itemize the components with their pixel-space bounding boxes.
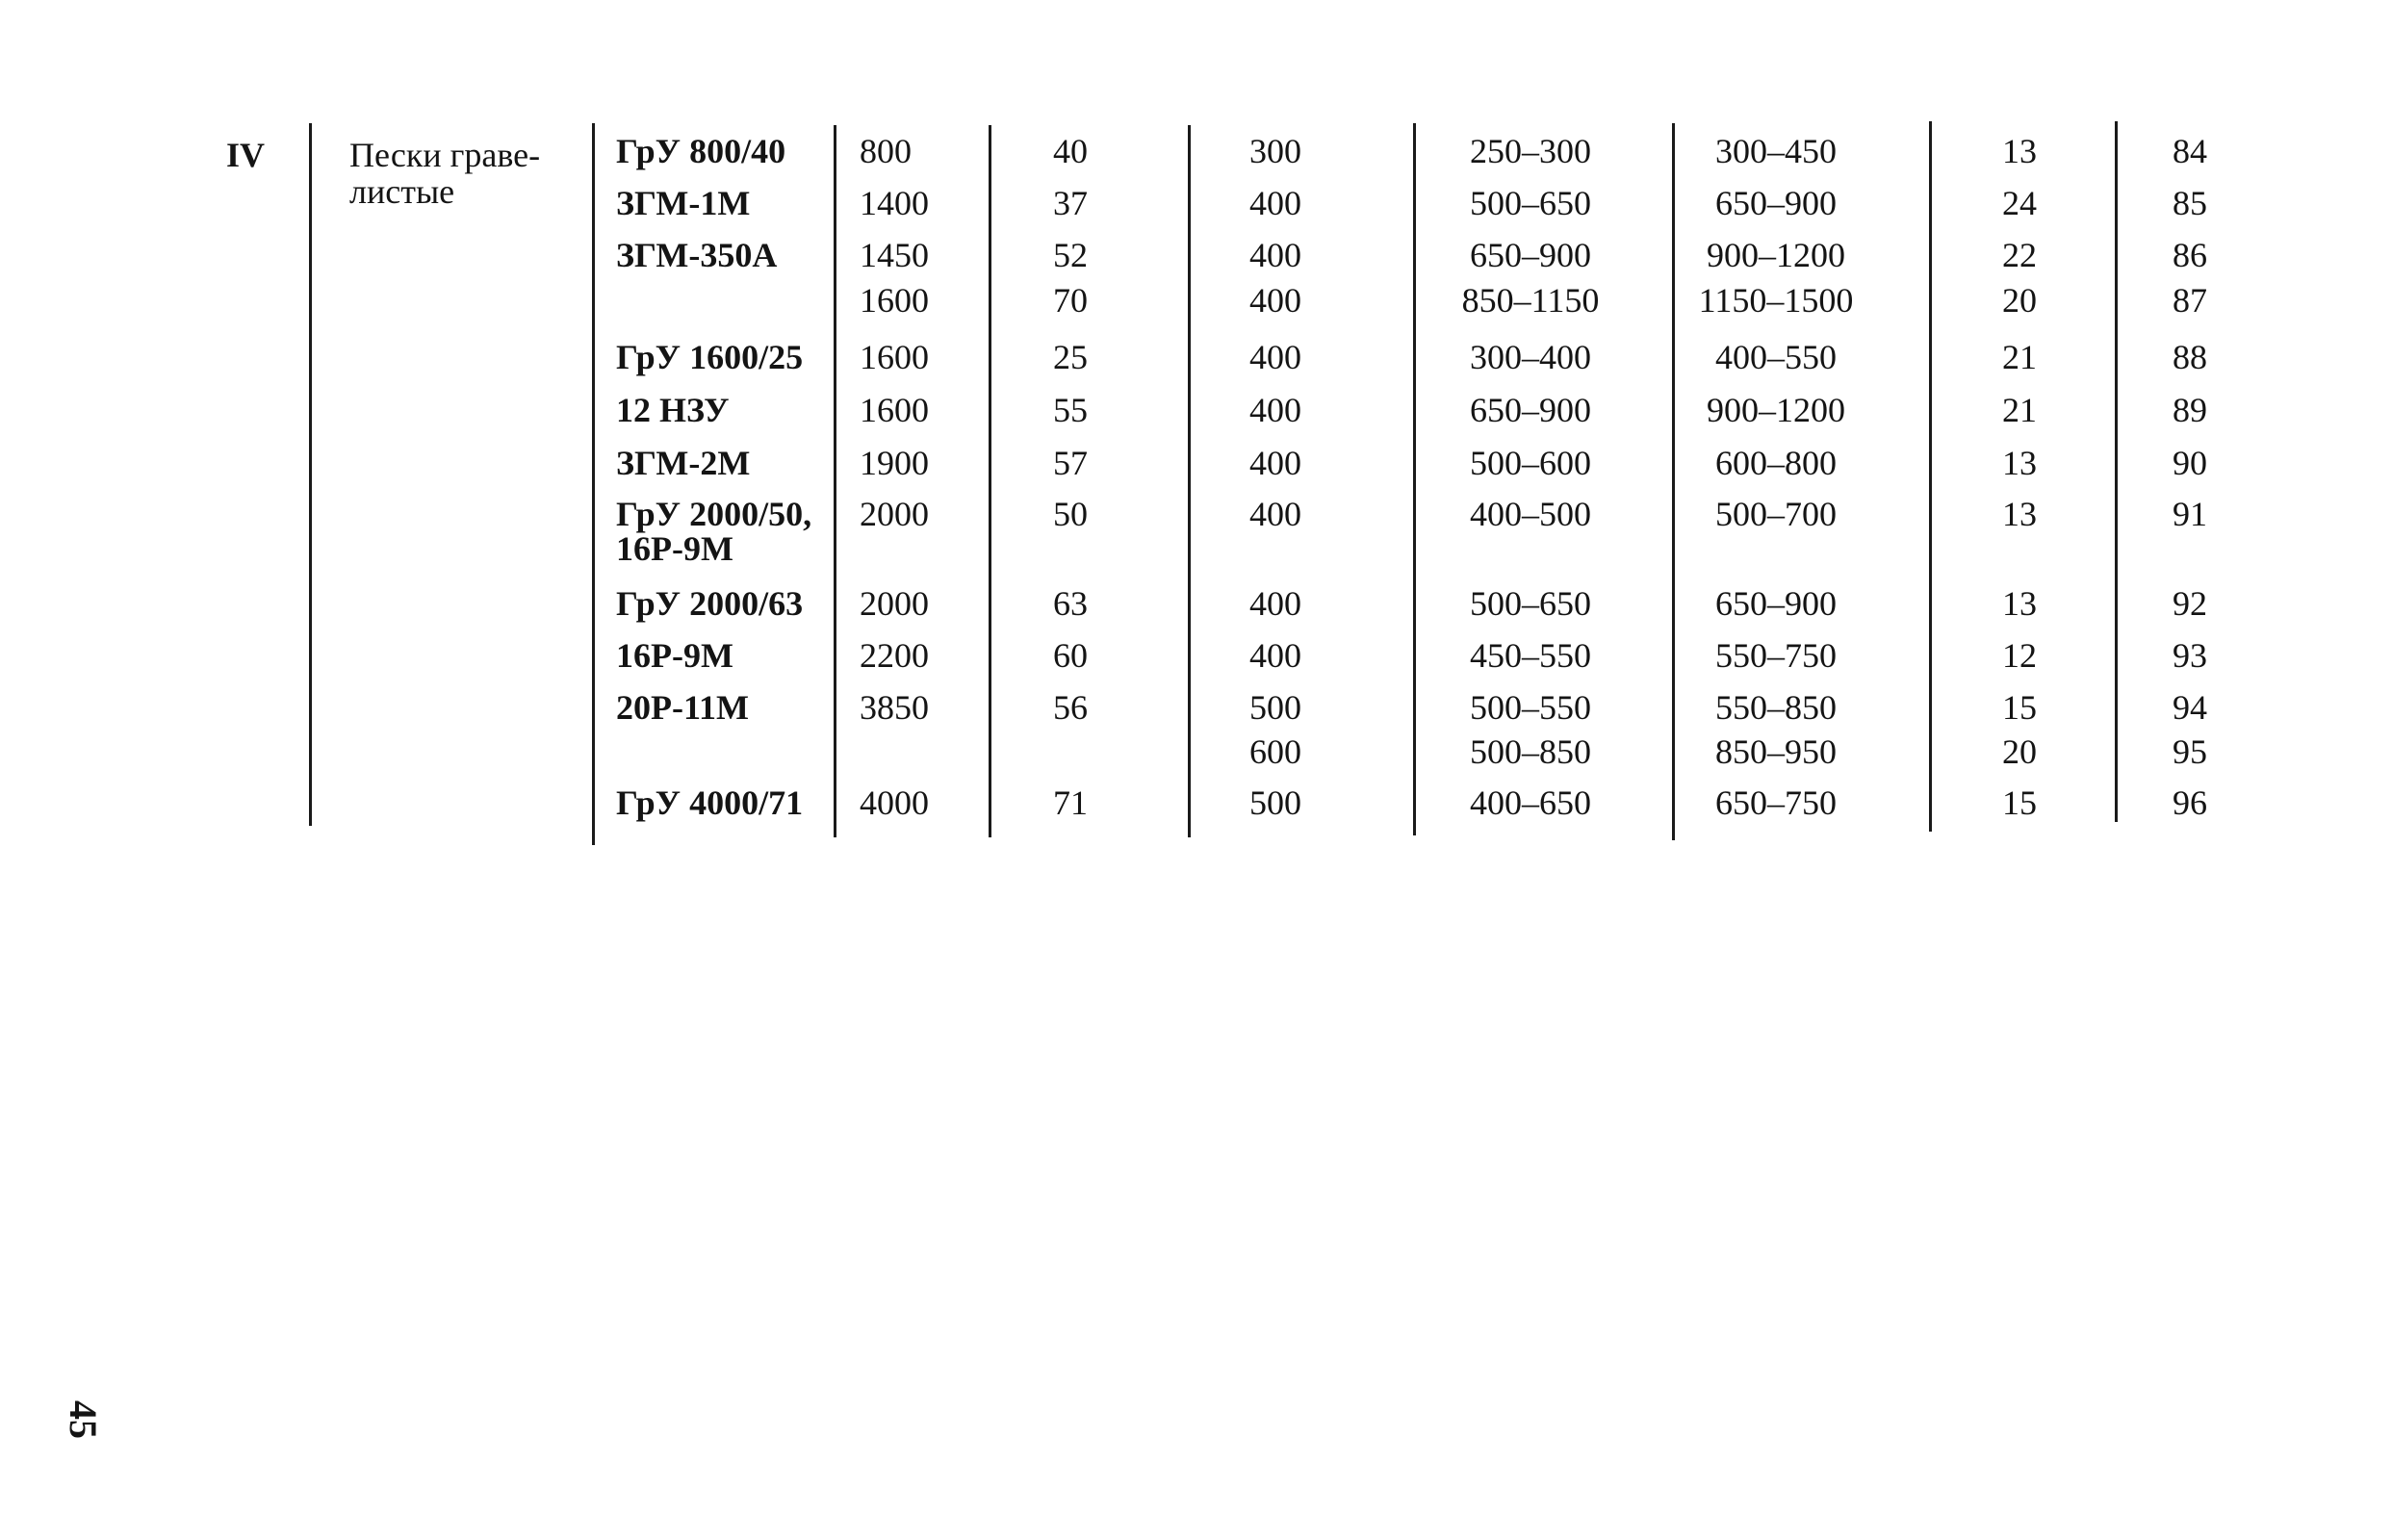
value-cell: 90 xyxy=(2173,444,2207,482)
value-cell: 650–750 xyxy=(1715,783,1837,822)
value-cell: 87 xyxy=(2173,281,2207,320)
value-cell: 600–800 xyxy=(1715,444,1837,482)
value-cell: 650–900 xyxy=(1715,584,1837,623)
value-cell: 71 xyxy=(1053,783,1088,822)
column-rule xyxy=(834,125,836,837)
model-cell: 12 НЗУ xyxy=(616,391,730,429)
value-cell: 850–1150 xyxy=(1461,281,1600,320)
value-cell: 1400 xyxy=(860,184,929,222)
value-cell: 500 xyxy=(1249,688,1301,727)
value-cell: 400 xyxy=(1249,338,1301,376)
value-cell: 21 xyxy=(2002,338,2037,376)
value-cell: 91 xyxy=(2173,495,2207,533)
value-cell: 450–550 xyxy=(1470,636,1591,675)
column-rule xyxy=(2115,121,2118,822)
value-cell: 20 xyxy=(2002,732,2037,771)
value-cell: 1900 xyxy=(860,444,929,482)
column-rule xyxy=(592,123,595,845)
value-cell: 650–900 xyxy=(1470,391,1591,429)
value-cell: 650–900 xyxy=(1470,236,1591,274)
value-cell: 400 xyxy=(1249,636,1301,675)
value-cell: 22 xyxy=(2002,236,2037,274)
value-cell: 2200 xyxy=(860,636,929,675)
value-cell: 60 xyxy=(1053,636,1088,675)
model-cell: ЗГМ-2М xyxy=(616,444,751,482)
value-cell: 400 xyxy=(1249,281,1301,320)
model-cell: 20Р-11М xyxy=(616,688,749,727)
value-cell: 550–750 xyxy=(1715,636,1837,675)
value-cell: 900–1200 xyxy=(1707,391,1845,429)
value-cell: 37 xyxy=(1053,184,1088,222)
value-cell: 300–450 xyxy=(1715,132,1837,170)
value-cell: 500–650 xyxy=(1470,184,1591,222)
value-cell: 20 xyxy=(2002,281,2037,320)
value-cell: 400 xyxy=(1249,391,1301,429)
value-cell: 400 xyxy=(1249,236,1301,274)
value-cell: 400–500 xyxy=(1470,495,1591,533)
value-cell: 500 xyxy=(1249,783,1301,822)
value-cell: 250–300 xyxy=(1470,132,1591,170)
column-rule xyxy=(1188,125,1191,837)
value-cell: 86 xyxy=(2173,236,2207,274)
value-cell: 92 xyxy=(2173,584,2207,623)
value-cell: 25 xyxy=(1053,338,1088,376)
value-cell: 2000 xyxy=(860,495,929,533)
value-cell: 2000 xyxy=(860,584,929,623)
value-cell: 85 xyxy=(2173,184,2207,222)
value-cell: 400–550 xyxy=(1715,338,1837,376)
value-cell: 900–1200 xyxy=(1707,236,1845,274)
value-cell: 88 xyxy=(2173,338,2207,376)
value-cell: 56 xyxy=(1053,688,1088,727)
model-cell: ГрУ 4000/71 xyxy=(616,783,804,822)
page-number: 45 xyxy=(62,1400,105,1439)
model-cell: ГрУ 2000/63 xyxy=(616,584,804,623)
column-rule xyxy=(1929,121,1932,832)
value-cell: 850–950 xyxy=(1715,732,1837,771)
value-cell: 500–550 xyxy=(1470,688,1591,727)
value-cell: 15 xyxy=(2002,688,2037,727)
value-cell: 84 xyxy=(2173,132,2207,170)
value-cell: 12 xyxy=(2002,636,2037,675)
value-cell: 600 xyxy=(1249,732,1301,771)
value-cell: 3850 xyxy=(860,688,929,727)
value-cell: 21 xyxy=(2002,391,2037,429)
value-cell: 93 xyxy=(2173,636,2207,675)
value-cell: 400 xyxy=(1249,495,1301,533)
column-rule xyxy=(309,123,312,826)
value-cell: 500–700 xyxy=(1715,495,1837,533)
value-cell: 15 xyxy=(2002,783,2037,822)
column-rule xyxy=(989,125,991,837)
value-cell: 650–900 xyxy=(1715,184,1837,222)
value-cell: 70 xyxy=(1053,281,1088,320)
value-cell: 400 xyxy=(1249,184,1301,222)
value-cell: 800 xyxy=(860,132,912,170)
value-cell: 24 xyxy=(2002,184,2037,222)
value-cell: 13 xyxy=(2002,584,2037,623)
value-cell: 500–650 xyxy=(1470,584,1591,623)
value-cell: 1600 xyxy=(860,281,929,320)
model-cell-line2: 16Р-9М xyxy=(616,529,733,568)
value-cell: 89 xyxy=(2173,391,2207,429)
value-cell: 13 xyxy=(2002,444,2037,482)
value-cell: 1450 xyxy=(860,236,929,274)
value-cell: 300–400 xyxy=(1470,338,1591,376)
model-cell: ГрУ 1600/25 xyxy=(616,338,804,376)
column-rule xyxy=(1672,123,1675,840)
model-cell: ЗГМ-1М xyxy=(616,184,751,222)
value-cell: 1600 xyxy=(860,338,929,376)
value-cell: 500–600 xyxy=(1470,444,1591,482)
model-cell: ЗГМ-350А xyxy=(616,236,778,274)
value-cell: 55 xyxy=(1053,391,1088,429)
value-cell: 57 xyxy=(1053,444,1088,482)
value-cell: 500–850 xyxy=(1470,732,1591,771)
group-number: IV xyxy=(226,136,266,174)
value-cell: 550–850 xyxy=(1715,688,1837,727)
value-cell: 96 xyxy=(2173,783,2207,822)
value-cell: 4000 xyxy=(860,783,929,822)
value-cell: 52 xyxy=(1053,236,1088,274)
column-rule xyxy=(1413,123,1416,835)
value-cell: 95 xyxy=(2173,732,2207,771)
value-cell: 300 xyxy=(1249,132,1301,170)
model-cell: 16Р-9М xyxy=(616,636,733,675)
model-cell: ГрУ 800/40 xyxy=(616,132,786,170)
soil-type-line1: Пески граве- xyxy=(349,136,541,174)
value-cell: 63 xyxy=(1053,584,1088,623)
soil-type-line2: листые xyxy=(349,172,455,211)
value-cell: 1600 xyxy=(860,391,929,429)
value-cell: 13 xyxy=(2002,495,2037,533)
value-cell: 50 xyxy=(1053,495,1088,533)
model-cell: ГрУ 2000/50, xyxy=(616,495,812,533)
value-cell: 400–650 xyxy=(1470,783,1591,822)
value-cell: 400 xyxy=(1249,444,1301,482)
value-cell: 1150–1500 xyxy=(1698,281,1854,320)
value-cell: 40 xyxy=(1053,132,1088,170)
value-cell: 400 xyxy=(1249,584,1301,623)
value-cell: 94 xyxy=(2173,688,2207,727)
value-cell: 13 xyxy=(2002,132,2037,170)
